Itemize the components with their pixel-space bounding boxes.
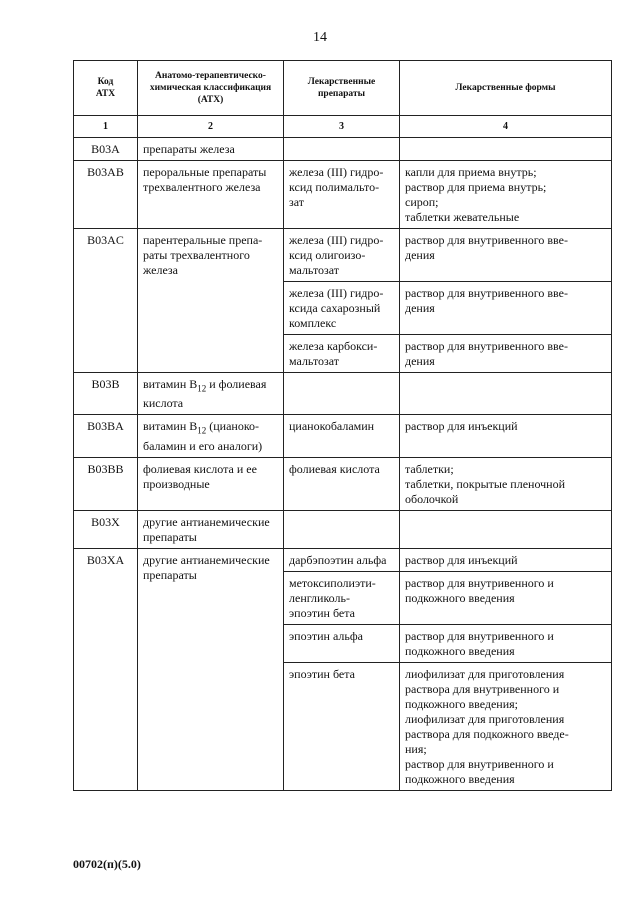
drug-cell: дарбэпоэтин альфа bbox=[284, 548, 400, 571]
column-number: 4 bbox=[400, 116, 612, 138]
drug-cell: фолиевая кислота bbox=[284, 457, 400, 510]
classification-text: витамин B bbox=[143, 377, 198, 391]
atx-code-cell: B03BB bbox=[74, 457, 138, 510]
atx-classification-cell bbox=[138, 373, 284, 415]
atx-code-cell: B03XA bbox=[74, 548, 138, 790]
drug-cell bbox=[284, 138, 400, 161]
dosage-forms-cell: капли для приема внутрь; раствор для приема внутрь; сироп; таблетки жевательные bbox=[400, 161, 612, 229]
drug-cell: эпоэтин альфа bbox=[284, 624, 400, 662]
table-row bbox=[74, 373, 612, 415]
atx-classification-cell: парентеральные препа- раты трехвалентного железа bbox=[138, 229, 284, 373]
header-classification: Анатомо-терапевтическо- химическая классификация (АТХ) bbox=[138, 61, 284, 116]
table-row bbox=[74, 415, 612, 457]
classification-text: (цианоко- баламин и его аналоги) bbox=[143, 419, 263, 453]
atx-classification-cell: фолиевая кислота и ее производные bbox=[138, 457, 284, 510]
table-row bbox=[74, 457, 612, 510]
atx-code-cell: B03AC bbox=[74, 229, 138, 373]
table-row bbox=[74, 510, 612, 548]
dosage-forms-cell: раствор для внутривенного и подкожного введения bbox=[400, 624, 612, 662]
header-forms: Лекарственные формы bbox=[400, 61, 612, 116]
atx-code-cell: B03A bbox=[74, 138, 138, 161]
dosage-forms-cell bbox=[400, 373, 612, 415]
dosage-forms-cell: лиофилизат для приготовления раствора для внутривенного и подкожного введения; лиофилизат для приготовления раствора для подкожного введе- ния; раствор для внутривенного и подкожного введения bbox=[400, 662, 612, 790]
atx-code-cell: B03X bbox=[74, 510, 138, 548]
classification-text: витамин B bbox=[143, 419, 198, 434]
table-body bbox=[74, 138, 612, 791]
dosage-forms-cell: раствор для внутривенного вве- дения bbox=[400, 229, 612, 282]
drug-cell: железа (III) гидро- ксид олигоизо- мальтозат bbox=[284, 229, 400, 282]
atx-drug-table bbox=[73, 60, 612, 791]
drug-cell: железа (III) гидро- ксид полимальто- зат bbox=[284, 161, 400, 229]
header-drugs: Лекарственные препараты bbox=[284, 61, 400, 116]
column-number-row bbox=[74, 116, 612, 138]
column-number: 3 bbox=[284, 116, 400, 138]
drug-cell bbox=[284, 510, 400, 548]
atx-classification-cell bbox=[138, 415, 284, 457]
vitamin-subscript: 12 bbox=[197, 383, 207, 394]
document-footer-code: 00702(п)(5.0) bbox=[73, 857, 141, 871]
table-header-row bbox=[74, 61, 612, 116]
atx-classification-cell: пероральные препараты трехвалентного железа bbox=[138, 161, 284, 229]
dosage-forms-cell: раствор для инъекций bbox=[400, 415, 612, 457]
dosage-forms-cell: раствор для внутривенного вве- дения bbox=[400, 282, 612, 335]
drug-cell: эпоэтин бета bbox=[284, 662, 400, 790]
column-number: 2 bbox=[138, 116, 284, 138]
table-row bbox=[74, 138, 612, 161]
atx-classification-cell: препараты железа bbox=[138, 138, 284, 161]
vitamin-subscript: 12 bbox=[197, 425, 207, 436]
dosage-forms-cell: раствор для внутривенного и подкожного введения bbox=[400, 571, 612, 624]
table-row bbox=[74, 229, 612, 282]
dosage-forms-cell bbox=[400, 510, 612, 548]
drug-cell bbox=[284, 373, 400, 415]
drug-cell: цианокобаламин bbox=[284, 415, 400, 457]
dosage-forms-cell bbox=[400, 138, 612, 161]
drug-cell: метоксиполиэти- ленгликоль- эпоэтин бета bbox=[284, 571, 400, 624]
atx-code-cell: B03BA bbox=[74, 415, 138, 457]
column-number: 1 bbox=[74, 116, 138, 138]
page-number: 14 bbox=[313, 30, 327, 45]
table-row bbox=[74, 548, 612, 571]
atx-code-cell: B03AB bbox=[74, 161, 138, 229]
drug-cell: железа карбокси- мальтозат bbox=[284, 335, 400, 373]
header-code: Код АТХ bbox=[74, 61, 138, 116]
classification-text: и фолиевая кислота bbox=[143, 377, 267, 411]
dosage-forms-cell: раствор для внутривенного вве- дения bbox=[400, 335, 612, 373]
dosage-forms-cell: раствор для инъекций bbox=[400, 548, 612, 571]
dosage-forms-cell: таблетки; таблетки, покрытые пленочной оболочкой bbox=[400, 457, 612, 510]
table-row bbox=[74, 161, 612, 229]
atx-classification-cell: другие антианемические препараты bbox=[138, 548, 284, 790]
atx-code-cell: B03B bbox=[74, 373, 138, 415]
atx-classification-cell: другие антианемические препараты bbox=[138, 510, 284, 548]
drug-cell: железа (III) гидро- ксида сахарозный комплекс bbox=[284, 282, 400, 335]
